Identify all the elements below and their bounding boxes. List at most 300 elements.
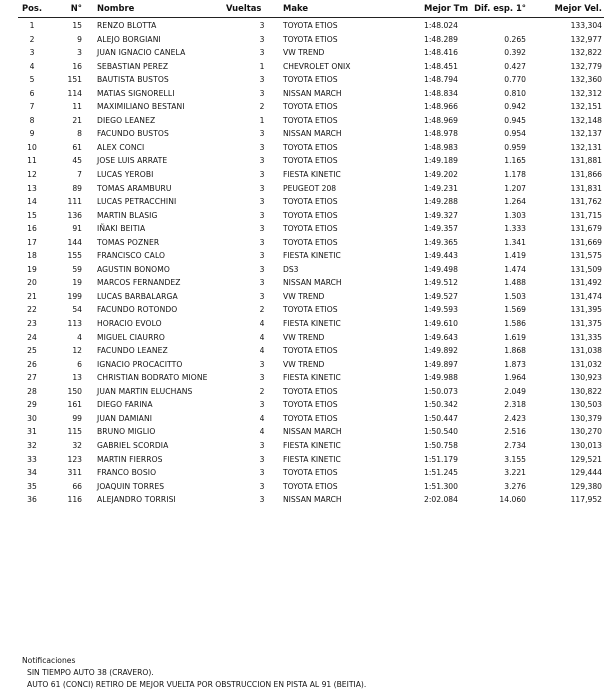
table-row	[0, 264, 610, 278]
cell-best-time: 1:49.288	[424, 197, 458, 207]
cell-laps: 4	[259, 427, 265, 437]
cell-gap: 0.945	[504, 115, 526, 125]
cell-car-number: 150	[67, 386, 82, 396]
cell-laps: 2	[259, 386, 265, 396]
cell-make: TOYOTA ETIOS	[283, 102, 338, 112]
cell-best-speed: 131,032	[570, 359, 602, 369]
cell-make: TOYOTA ETIOS	[283, 481, 338, 491]
cell-make: FIESTA KINETIC	[283, 440, 341, 450]
cell-gap: 1.503	[504, 291, 526, 301]
cell-best-speed: 129,380	[570, 481, 602, 491]
table-row	[0, 372, 610, 386]
cell-driver-name: JUAN MARTIN ELUCHANS	[97, 386, 193, 396]
cell-best-speed: 131,509	[570, 264, 602, 274]
cell-gap: 1.586	[504, 319, 526, 329]
cell-car-number: 8	[77, 129, 82, 139]
cell-best-time: 1:50.447	[424, 413, 458, 423]
table-row	[0, 277, 610, 291]
cell-laps: 3	[259, 481, 265, 491]
cell-laps: 1	[259, 115, 265, 125]
table-row	[0, 413, 610, 427]
cell-car-number: 115	[67, 427, 82, 437]
cell-car-number: 61	[72, 142, 82, 152]
cell-car-number: 59	[72, 264, 82, 274]
cell-car-number: 16	[72, 61, 82, 71]
cell-laps: 3	[259, 400, 265, 410]
notification-item: SIN TIEMPO AUTO 38 (CRAVERO).	[27, 667, 154, 677]
cell-gap: 0.959	[504, 142, 526, 152]
cell-driver-name: ALEJO BORGIANI	[97, 34, 161, 44]
table-row	[0, 426, 610, 440]
cell-pos: 19	[27, 264, 37, 274]
cell-gap: 0.265	[504, 34, 526, 44]
cell-driver-name: CHRISTIAN BODRATO MIONE	[97, 373, 208, 383]
cell-make: DS3	[283, 264, 299, 274]
cell-car-number: 91	[72, 224, 82, 234]
cell-car-number: 116	[67, 495, 82, 505]
cell-make: TOYOTA ETIOS	[283, 210, 338, 220]
table-row	[0, 399, 610, 413]
table-row	[0, 250, 610, 264]
cell-car-number: 9	[77, 34, 82, 44]
cell-best-time: 1:48.978	[424, 129, 458, 139]
cell-gap: 0.942	[504, 102, 526, 112]
cell-make: CHEVROLET ONIX	[283, 61, 351, 71]
cell-make: NISSAN MARCH	[283, 427, 342, 437]
cell-gap: 1.619	[504, 332, 526, 342]
cell-driver-name: FRANCISCO CALO	[97, 251, 166, 261]
cell-gap: 3.276	[504, 481, 526, 491]
cell-driver-name: ALEX CONCI	[97, 142, 145, 152]
cell-best-speed: 132,151	[570, 102, 602, 112]
cell-gap: 1.264	[504, 197, 526, 207]
cell-make: FIESTA KINETIC	[283, 373, 341, 383]
cell-car-number: 144	[67, 237, 82, 247]
cell-pos: 6	[29, 88, 35, 98]
notifications-section	[22, 655, 366, 690]
cell-driver-name: DIEGO LEANEZ	[97, 115, 156, 125]
cell-driver-name: MARTIN BLASIG	[97, 210, 158, 220]
cell-driver-name: BRUNO MIGLIO	[97, 427, 156, 437]
cell-pos: 28	[27, 386, 37, 396]
cell-best-time: 1:48.969	[424, 115, 458, 125]
cell-gap: 2.516	[504, 427, 526, 437]
cell-laps: 3	[259, 156, 265, 166]
notifications-title: Notificaciones	[22, 656, 76, 665]
cell-best-speed: 131,335	[570, 332, 602, 342]
cell-gap: 0.392	[504, 48, 526, 58]
cell-driver-name: SEBASTIAN PEREZ	[97, 61, 169, 71]
cell-laps: 3	[259, 224, 265, 234]
cell-car-number: 6	[77, 359, 82, 369]
cell-pos: 29	[27, 400, 37, 410]
cell-driver-name: MIGUEL CIAURRO	[97, 332, 165, 342]
cell-laps: 3	[259, 129, 265, 139]
cell-best-speed: 131,575	[570, 251, 602, 261]
cell-car-number: 99	[72, 413, 82, 423]
cell-best-time: 1:48.794	[424, 75, 458, 85]
cell-gap: 2.318	[504, 400, 526, 410]
cell-driver-name: ALEJANDRO TORRISI	[97, 495, 176, 505]
cell-make: TOYOTA ETIOS	[283, 400, 338, 410]
cell-driver-name: MATIAS SIGNORELLI	[97, 88, 175, 98]
cell-driver-name: MAXIMILIANO BESTANI	[97, 102, 185, 112]
header-gap: Dif. esp. 1°	[474, 3, 526, 13]
cell-car-number: 45	[72, 156, 82, 166]
cell-pos: 3	[29, 48, 35, 58]
cell-gap: 2.049	[504, 386, 526, 396]
cell-laps: 3	[259, 373, 265, 383]
cell-make: TOYOTA ETIOS	[283, 75, 338, 85]
cell-gap: 1.207	[504, 183, 526, 193]
cell-pos: 9	[29, 129, 35, 139]
cell-make: TOYOTA ETIOS	[283, 224, 338, 234]
cell-best-speed: 133,304	[570, 21, 602, 30]
cell-gap: 1.488	[504, 278, 526, 288]
cell-laps: 3	[259, 454, 265, 464]
cell-pos: 21	[27, 291, 37, 301]
cell-best-time: 1:49.988	[424, 373, 458, 383]
cell-make: TOYOTA ETIOS	[283, 346, 338, 356]
cell-gap: 1.569	[504, 305, 526, 315]
cell-driver-name: IGNACIO PROCACITTO	[97, 359, 183, 369]
cell-laps: 4	[259, 319, 265, 329]
cell-best-speed: 132,977	[570, 34, 602, 44]
table-row	[0, 142, 610, 156]
cell-best-time: 1:48.983	[424, 142, 458, 152]
cell-make: TOYOTA ETIOS	[283, 115, 338, 125]
cell-car-number: 3	[77, 48, 82, 58]
cell-pos: 10	[27, 142, 37, 152]
cell-best-time: 1:49.897	[424, 359, 458, 369]
cell-best-speed: 131,492	[570, 278, 602, 288]
cell-make: FIESTA KINETIC	[283, 319, 341, 329]
cell-make: TOYOTA ETIOS	[283, 156, 338, 166]
table-row	[0, 34, 610, 48]
cell-gap: 1.303	[504, 210, 526, 220]
table-row	[0, 481, 610, 495]
cell-gap: 1.873	[504, 359, 526, 369]
cell-make: PEUGEOT 208	[283, 183, 337, 193]
cell-best-time: 1:49.498	[424, 264, 458, 274]
cell-driver-name: JOSE LUIS ARRATE	[97, 156, 168, 166]
cell-best-time: 1:48.966	[424, 102, 458, 112]
table-row	[0, 386, 610, 400]
cell-best-time: 1:49.593	[424, 305, 458, 315]
header-number: N°	[70, 3, 82, 13]
cell-car-number: 19	[72, 278, 82, 288]
cell-best-speed: 131,715	[570, 210, 602, 220]
cell-laps: 3	[259, 210, 265, 220]
cell-pos: 12	[27, 170, 37, 180]
cell-laps: 3	[259, 251, 265, 261]
cell-best-time: 1:49.512	[424, 278, 458, 288]
cell-make: NISSAN MARCH	[283, 88, 342, 98]
cell-make: VW TREND	[283, 48, 325, 58]
cell-best-time: 1:51.179	[424, 454, 458, 464]
cell-best-speed: 131,679	[570, 224, 602, 234]
table-row	[0, 169, 610, 183]
cell-best-time: 1:49.527	[424, 291, 458, 301]
cell-driver-name: HORACIO EVOLO	[97, 319, 162, 329]
cell-driver-name: FACUNDO LEANEZ	[97, 346, 168, 356]
cell-car-number: 151	[67, 75, 82, 85]
table-row	[0, 61, 610, 75]
cell-pos: 7	[29, 102, 35, 112]
cell-car-number: 15	[72, 21, 82, 30]
cell-pos: 24	[27, 332, 37, 342]
cell-best-speed: 129,444	[570, 468, 602, 478]
cell-make: NISSAN MARCH	[283, 129, 342, 139]
cell-make: NISSAN MARCH	[283, 278, 342, 288]
cell-laps: 3	[259, 197, 265, 207]
cell-driver-name: LUCAS BARBALARGA	[97, 291, 178, 301]
cell-best-time: 1:50.342	[424, 400, 458, 410]
cell-best-speed: 131,669	[570, 237, 602, 247]
cell-make: TOYOTA ETIOS	[283, 197, 338, 207]
cell-gap: 1.868	[504, 346, 526, 356]
table-row	[0, 494, 610, 508]
cell-pos: 11	[27, 156, 37, 166]
cell-pos: 13	[27, 183, 37, 193]
table-row	[0, 223, 610, 237]
table-row	[0, 467, 610, 481]
cell-driver-name: JUAN IGNACIO CANELA	[97, 48, 186, 58]
cell-gap: 1.474	[504, 264, 526, 274]
header-best-speed: Mejor Vel.	[554, 3, 602, 13]
cell-laps: 3	[259, 183, 265, 193]
cell-laps: 3	[259, 468, 265, 478]
table-row	[0, 88, 610, 102]
cell-laps: 3	[259, 21, 265, 30]
notification-item: AUTO 61 (CONCI) RETIRO DE MEJOR VUELTA POR OBSTRUCCION EN PISTA AL 91 (BEITIA).	[27, 679, 367, 689]
header-pos: Pos.	[21, 3, 43, 13]
table-row	[0, 210, 610, 224]
cell-gap: 1.341	[504, 237, 526, 247]
cell-car-number: 66	[72, 481, 82, 491]
cell-car-number: 111	[67, 197, 82, 207]
cell-laps: 4	[259, 413, 265, 423]
cell-pos: 22	[27, 305, 37, 315]
cell-car-number: 21	[72, 115, 82, 125]
cell-best-speed: 131,762	[570, 197, 602, 207]
cell-make: VW TREND	[283, 359, 325, 369]
cell-driver-name: MARCOS FERNANDEZ	[97, 278, 181, 288]
cell-best-time: 1:49.365	[424, 237, 458, 247]
cell-car-number: 123	[67, 454, 82, 464]
cell-car-number: 114	[67, 88, 82, 98]
cell-best-time: 1:48.451	[424, 61, 458, 71]
cell-car-number: 199	[67, 291, 82, 301]
cell-gap: 14.060	[499, 495, 526, 505]
cell-gap: 1.333	[504, 224, 526, 234]
cell-pos: 1	[29, 21, 35, 30]
cell-best-time: 1:48.834	[424, 88, 458, 98]
cell-driver-name: IÑAKI BEITIA	[97, 224, 146, 234]
cell-pos: 27	[27, 373, 37, 383]
cell-gap: 3.155	[504, 454, 526, 464]
cell-laps: 3	[259, 291, 265, 301]
table-row	[0, 20, 610, 34]
cell-gap: 0.770	[504, 75, 526, 85]
table-row	[0, 345, 610, 359]
cell-gap: 0.810	[504, 88, 526, 98]
cell-best-time: 1:48.289	[424, 34, 458, 44]
cell-driver-name: LUCAS PETRACCHINI	[97, 197, 177, 207]
cell-driver-name: JOAQUIN TORRES	[97, 481, 165, 491]
cell-make: TOYOTA ETIOS	[283, 305, 338, 315]
table-row	[0, 155, 610, 169]
cell-best-time: 1:51.245	[424, 468, 458, 478]
cell-car-number: 155	[67, 251, 82, 261]
table-row	[0, 454, 610, 468]
cell-best-time: 1:49.443	[424, 251, 458, 261]
cell-pos: 15	[27, 210, 37, 220]
table-row	[0, 196, 610, 210]
cell-car-number: 136	[67, 210, 82, 220]
cell-best-speed: 132,360	[570, 75, 602, 85]
cell-best-time: 1:49.189	[424, 156, 458, 166]
cell-car-number: 7	[77, 170, 82, 180]
cell-best-speed: 132,131	[570, 142, 602, 152]
cell-car-number: 54	[72, 305, 82, 315]
cell-best-time: 1:49.202	[424, 170, 458, 180]
header-best-time: Mejor Tm	[424, 3, 469, 13]
results-table-body	[0, 20, 610, 508]
cell-car-number: 89	[72, 183, 82, 193]
cell-gap: 1.178	[504, 170, 526, 180]
cell-driver-name: FACUNDO BUSTOS	[97, 129, 169, 139]
cell-make: VW TREND	[283, 291, 325, 301]
cell-best-speed: 132,148	[570, 115, 602, 125]
cell-pos: 14	[27, 197, 37, 207]
cell-best-speed: 132,779	[570, 61, 602, 71]
table-row	[0, 47, 610, 61]
cell-driver-name: JUAN DAMIANI	[97, 413, 153, 423]
cell-best-time: 1:51.300	[424, 481, 458, 491]
cell-driver-name: BAUTISTA BUSTOS	[97, 75, 169, 85]
table-row	[0, 183, 610, 197]
cell-car-number: 4	[77, 332, 82, 342]
cell-pos: 2	[29, 34, 35, 44]
cell-best-time: 1:50.758	[424, 440, 458, 450]
cell-best-speed: 130,822	[570, 386, 602, 396]
cell-laps: 4	[259, 332, 265, 342]
cell-laps: 3	[259, 440, 265, 450]
header-laps: Vueltas	[226, 3, 262, 13]
cell-make: TOYOTA ETIOS	[283, 237, 338, 247]
cell-laps: 3	[259, 264, 265, 274]
cell-gap: 3.221	[504, 468, 526, 478]
cell-gap: 1.165	[504, 156, 526, 166]
cell-make: VW TREND	[283, 332, 325, 342]
table-row	[0, 128, 610, 142]
cell-best-speed: 131,375	[570, 319, 602, 329]
cell-best-speed: 131,866	[570, 170, 602, 180]
cell-laps: 3	[259, 237, 265, 247]
cell-pos: 25	[27, 346, 37, 356]
cell-best-speed: 131,038	[570, 346, 602, 356]
cell-driver-name: MARTIN FIERROS	[97, 454, 163, 464]
cell-pos: 26	[27, 359, 37, 369]
cell-pos: 31	[27, 427, 37, 437]
cell-driver-name: RENZO BLOTTA	[97, 21, 157, 30]
table-row	[0, 101, 610, 115]
cell-best-speed: 132,312	[570, 88, 602, 98]
cell-best-time: 1:50.540	[424, 427, 458, 437]
cell-driver-name: AGUSTIN BONOMO	[97, 264, 170, 274]
cell-make: TOYOTA ETIOS	[283, 34, 338, 44]
cell-gap: 1.964	[504, 373, 526, 383]
cell-best-speed: 131,831	[570, 183, 602, 193]
cell-laps: 2	[259, 305, 265, 315]
cell-best-speed: 131,881	[570, 156, 602, 166]
cell-driver-name: LUCAS YEROBI	[97, 170, 154, 180]
cell-best-speed: 130,379	[570, 413, 602, 423]
cell-make: TOYOTA ETIOS	[283, 468, 338, 478]
cell-pos: 17	[27, 237, 37, 247]
cell-best-time: 1:48.416	[424, 48, 458, 58]
cell-gap: 0.427	[504, 61, 526, 71]
cell-laps: 2	[259, 102, 265, 112]
cell-laps: 3	[259, 495, 265, 505]
cell-make: FIESTA KINETIC	[283, 170, 341, 180]
cell-laps: 3	[259, 142, 265, 152]
cell-pos: 4	[29, 61, 35, 71]
header-divider	[18, 17, 604, 18]
cell-pos: 33	[27, 454, 37, 464]
cell-best-speed: 130,270	[570, 427, 602, 437]
cell-pos: 8	[29, 115, 35, 125]
cell-best-time: 1:50.073	[424, 386, 458, 396]
cell-make: TOYOTA ETIOS	[283, 413, 338, 423]
cell-best-time: 1:48.024	[424, 21, 458, 30]
cell-car-number: 113	[67, 319, 82, 329]
cell-car-number: 12	[72, 346, 82, 356]
cell-make: NISSAN MARCH	[283, 495, 342, 505]
cell-best-time: 2:02.084	[424, 495, 458, 505]
cell-laps: 3	[259, 48, 265, 58]
cell-best-time: 1:49.357	[424, 224, 458, 234]
cell-pos: 16	[27, 224, 37, 234]
table-row	[0, 74, 610, 88]
cell-pos: 23	[27, 319, 37, 329]
table-row	[0, 237, 610, 251]
cell-laps: 1	[259, 61, 265, 71]
cell-car-number: 161	[67, 400, 82, 410]
header-name: Nombre	[97, 3, 135, 13]
cell-best-speed: 130,503	[570, 400, 602, 410]
table-row	[0, 440, 610, 454]
cell-make: FIESTA KINETIC	[283, 251, 341, 261]
cell-best-time: 1:49.231	[424, 183, 458, 193]
cell-pos: 35	[27, 481, 37, 491]
cell-gap: 1.419	[504, 251, 526, 261]
table-row	[0, 359, 610, 373]
cell-make: TOYOTA ETIOS	[283, 142, 338, 152]
header-make: Make	[283, 3, 309, 13]
cell-driver-name: TOMAS ARAMBURU	[97, 183, 172, 193]
cell-pos: 34	[27, 468, 37, 478]
cell-pos: 20	[27, 278, 37, 288]
cell-laps: 3	[259, 359, 265, 369]
cell-laps: 3	[259, 278, 265, 288]
cell-car-number: 13	[72, 373, 82, 383]
cell-driver-name: DIEGO FARINA	[97, 400, 153, 410]
cell-make: TOYOTA ETIOS	[283, 21, 338, 30]
cell-car-number: 11	[72, 102, 82, 112]
table-row	[0, 318, 610, 332]
